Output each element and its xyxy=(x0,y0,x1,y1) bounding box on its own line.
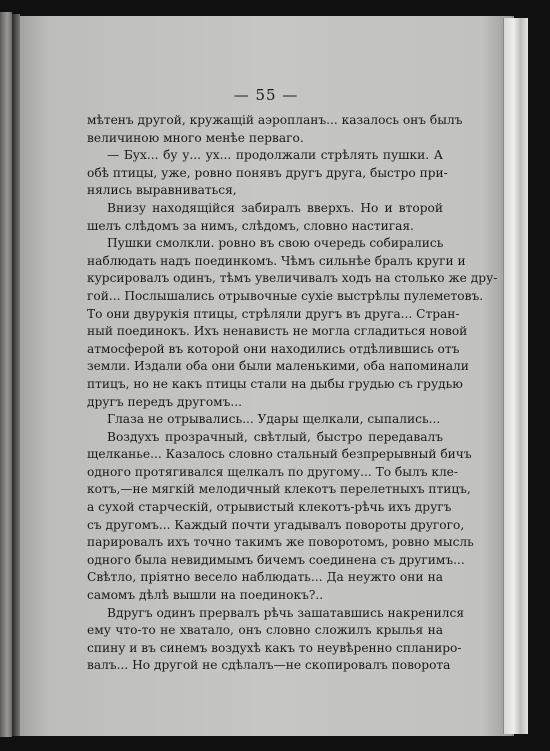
text-line: нялись выравниваться, xyxy=(87,183,237,198)
text-line: атмосферой въ которой они находились отдѣлившись отъ xyxy=(87,341,460,356)
text-line: — Бух... бу у... ух... продолжали стрѣлять пушки. А xyxy=(107,148,443,163)
text-line: гой... Послышались отрывочные сухіе выстрѣлы пулеметовъ. xyxy=(87,288,484,303)
spine-shadow xyxy=(12,14,20,736)
text-line: обѣ птицы, уже, ровно понявъ другъ друга, быстро при- xyxy=(87,165,448,180)
text-line: То они двурукія птицы, стрѣляли другъ въ друга... Стран- xyxy=(87,306,460,321)
body-text xyxy=(87,112,498,675)
text-line: земли. Издали оба они были маленькими, оба напоминали xyxy=(87,359,469,374)
text-line: котъ,—не мягкій мелодичный клекотъ перелетныхъ птицъ, xyxy=(87,482,471,497)
text-line: величиною много менѣе перваго. xyxy=(87,130,304,145)
text-line: одного протягивался щелкалъ по другому... То былъ кле- xyxy=(87,464,459,479)
text-line: спину и въ синемъ воздухѣ какъ то неувѣренно спланиро- xyxy=(87,640,462,655)
text-line: Свѣтло, пріятно весело наблюдать... Да неужто они на xyxy=(87,570,443,585)
text-line: самомъ дѣлѣ вышли на поединокъ?.. xyxy=(87,588,324,603)
text-line: Воздухъ прозрачный, свѣтлый, быстро передавалъ xyxy=(107,429,443,444)
left-page-edge xyxy=(0,12,12,737)
text-line: мѣтенъ другой, кружащій аэропланъ... казалось онъ былъ xyxy=(87,113,463,127)
text-line: ный поединокъ. Ихъ ненависть не могла сгладиться новой xyxy=(87,324,468,339)
text-line: парировалъ ихъ точно такимъ же поворотомъ, ровно мысль xyxy=(87,535,474,550)
text-line: птицъ, но не какъ птицы стали на дыбы грудью съ грудью xyxy=(87,376,463,391)
text-line: курсировалъ одинъ, тѣмъ увеличивалъ ходъ на столько же дру- xyxy=(87,271,498,286)
text-line: одного была невидимымъ бичемъ соединена съ другимъ... xyxy=(87,552,465,567)
text-line: другъ передъ другомъ... xyxy=(87,394,243,409)
text-line: щелканье... Казалось словно стальный безпрерывный бичъ xyxy=(87,447,472,462)
text-line: Пушки смолкли. ровно въ свою очередь собирались xyxy=(107,236,444,251)
text-line: наблюдать надъ поединкомъ. Чѣмъ сильнѣе бралъ круги и xyxy=(87,253,466,268)
book-page xyxy=(20,16,514,736)
page-number: — 55 — xyxy=(233,86,299,104)
text-line: Глаза не отрывались... Удары щелкали, сыпались... xyxy=(107,412,441,427)
text-line: ему что-то не хватало, онъ словно сложилъ крылья на xyxy=(87,623,443,638)
text-line: Внизу находящійся забиралъ вверхъ. Но и второй xyxy=(107,200,443,215)
text-line: съ другомъ... Каждый почти угадывалъ повороты другого, xyxy=(87,517,465,532)
right-page-edges xyxy=(503,18,528,734)
text-line: Вдругъ одинъ прервалъ рѣчь зашатавшись накренился xyxy=(107,605,465,620)
text-line: а сухой старческій, отрывистый клекотъ-рѣчь ихъ другъ xyxy=(87,500,452,515)
text-line: шелъ слѣдомъ за нимъ, слѣдомъ, словно настигая. xyxy=(87,218,414,233)
text-line: валъ... Но другой не сдѣлалъ—не скопировалъ поворота xyxy=(87,658,451,673)
